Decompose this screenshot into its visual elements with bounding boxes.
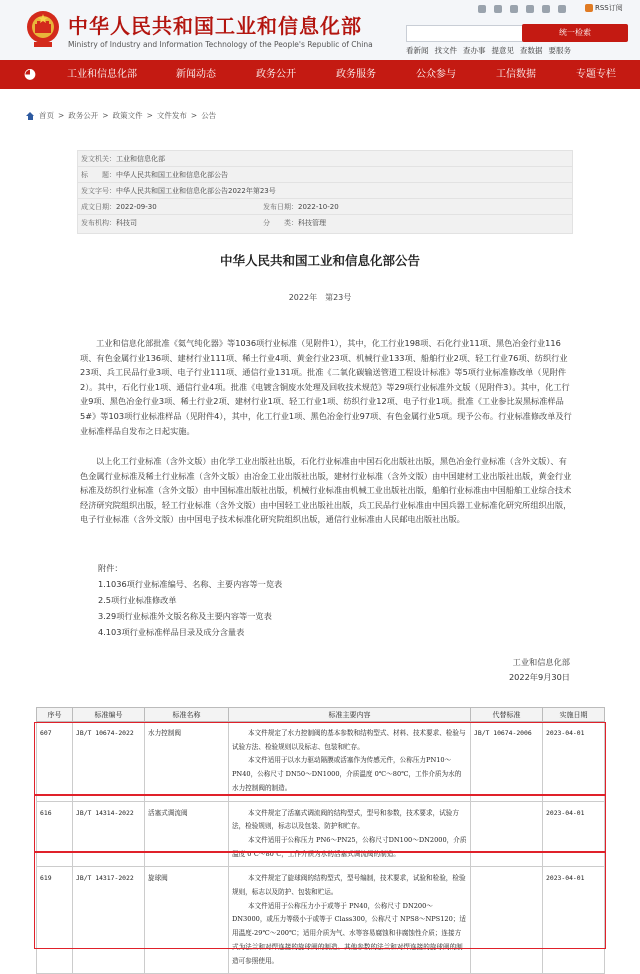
quick-link-request[interactable]: 要服务	[548, 46, 571, 55]
table-row	[37, 722, 605, 802]
content-paragraph: 本文件适用于公称压力 PN6～PN25，公称尺寸DN100～DN2000，介质温度 0℃～80℃，工作介质为水的活塞式调流阀的制造。	[232, 835, 467, 858]
signature-date: 2022年9月30日	[508, 672, 570, 682]
column-header-content: 标准主要内容	[229, 708, 471, 722]
accessibility-icon[interactable]	[526, 5, 534, 13]
rss-label: RSS订阅	[595, 4, 623, 12]
issuer-label: 发文机关：	[81, 155, 116, 163]
table-header-row	[37, 708, 605, 722]
nav-item-news[interactable]: 新闻动态	[176, 69, 216, 80]
title-label: 标 题：	[81, 171, 116, 179]
rss-link[interactable]	[585, 3, 623, 13]
cell-date: 2023-04-01	[543, 801, 605, 867]
content-paragraph: 本文件规定了活塞式调流阀的结构型式，型号和参数，技术要求，试验方法，检验规则，标志以及包装、防护和贮存。	[232, 808, 459, 831]
breadcrumb-policy-files[interactable]: 政策文件	[112, 111, 143, 120]
cell-date: 2023-04-01	[543, 867, 605, 974]
column-header-date: 实施日期	[543, 708, 605, 722]
mobile-icon[interactable]	[510, 5, 518, 13]
cell-no: 607	[37, 722, 73, 802]
breadcrumb-home[interactable]: 首页	[39, 111, 54, 120]
attachments-label: 附件：	[98, 563, 123, 573]
site-header	[0, 0, 640, 60]
quick-link-news[interactable]: 看新闻	[406, 46, 429, 55]
nav-item-data[interactable]: 工信数据	[496, 69, 536, 80]
nav-item-gov-affairs[interactable]: 政务公开	[256, 69, 296, 80]
quick-link-files[interactable]: 找文件	[434, 46, 457, 55]
cell-name: 活塞式调流阀	[145, 801, 229, 867]
nav-item-topics[interactable]: 专题专栏	[576, 69, 616, 80]
standards-table	[36, 707, 605, 974]
breadcrumb-notice[interactable]: 公告	[201, 111, 217, 120]
attachment-link-4[interactable]: 4.103项行业标准样品目录及成分含量表	[98, 627, 245, 637]
article-paragraph-1: 工业和信息化部批准《氦气纯化器》等1036项行业标准（见附件1），其中，化工行业198项、石化行业11项、黑色冶金行业116项、有色金属行业136项、建材行业111项、稀土行业4项、黄金行业23项、机械行业133项、船舶行业2项、轻工行业76项、纺织行业23项、兵工民品行业3项、电子行业111项、通信行业131项。批准《二氧化碳输送管道工程设计标准》等5项行业标准修改单（见附件2）。其中，石化行业1项、通信行业4项。批准《电镀含铜废水处理及回收技术规范》等29项行业标准外文版（见附件3）。其中，化工行业9项、黑色冶金行业3项、稀土行业2项、建材行业1项、轻工行业1项、纺织行业12项、电子行业1项。批准《工业参比炭黑标准样品 5#》等103项行业标准样品（见附件4），其中，化工行业1项、黑色冶金行业97项、有色金属行业5项。现予公布。行业标准修改单及行业标准样品自发布之日起实施。	[80, 338, 572, 436]
org-value: 科技司	[116, 219, 137, 227]
cell-content	[229, 867, 471, 974]
content-paragraph: 本文件适用于公称压力小于或等于 PN40，公称尺寸 DN200～DN3000，或压力等级小于或等于 Class300，公称尺寸 NPS8～NPS120；适用温度-29℃～200℃；适用介质为气、水等容易腐蚀和非腐蚀性介质；连接方式为法兰和对焊连接的旋球阀的制造。其他参数的法兰和对焊连接的旋球阀的制造可参照使用。	[232, 901, 466, 965]
pub-date-label: 发布日期：	[263, 203, 298, 211]
signature: 工业和信息化部	[512, 657, 570, 667]
user-icon[interactable]	[558, 5, 566, 13]
cell-content	[229, 801, 471, 867]
quick-links	[406, 45, 571, 56]
wechat-icon[interactable]	[494, 5, 502, 13]
pub-date-value: 2022-10-20	[298, 203, 339, 211]
document-meta	[77, 150, 573, 234]
miit-logo-icon[interactable]: ◕	[23, 66, 37, 82]
cell-name: 水力控制阀	[145, 722, 229, 802]
title-value: 中华人民共和国工业和信息化部公告	[116, 171, 228, 179]
cell-code: JB/T 14317-2022	[73, 867, 145, 974]
number-label: 发文字号：	[81, 187, 116, 195]
national-emblem-icon	[26, 10, 60, 48]
attachment-link-2[interactable]: 2.5项行业标准修改单	[98, 595, 177, 605]
content-paragraph: 本文件规定了旋球阀的结构型式，型号编制，技术要求，试验和检验，检验规则，标志以及防护、包装和贮运。	[232, 874, 466, 897]
cell-no: 619	[37, 867, 73, 974]
breadcrumb-file-release[interactable]: 文件发布	[156, 111, 187, 120]
category-value: 科技管理	[298, 219, 326, 227]
search-input[interactable]	[406, 25, 526, 42]
breadcrumb: 首页 > 政务公开 > 政策文件 > 文件发布 > 公告	[26, 110, 216, 121]
cell-code: JB/T 14314-2022	[73, 801, 145, 867]
number-value: 中华人民共和国工业和信息化部公告2022年第23号	[116, 187, 276, 195]
date-value: 2022-09-30	[116, 203, 157, 211]
site-title[interactable]: 中华人民共和国工业和信息化部	[68, 14, 362, 38]
table-row	[37, 867, 605, 974]
date-label: 成文日期：	[81, 203, 116, 211]
cell-replaces: JB/T 10674-2006	[471, 722, 543, 802]
attachment-link-3[interactable]: 3.29项行业标准外文版名称及主要内容等一览表	[98, 611, 272, 621]
quick-link-feedback[interactable]: 提意见	[491, 46, 514, 55]
attachment-link-1[interactable]: 1.1036项行业标准编号、名称、主要内容等一览表	[98, 579, 283, 589]
cell-replaces	[471, 867, 543, 974]
cell-name: 旋球阀	[145, 867, 229, 974]
org-label: 发布机构：	[81, 219, 116, 227]
cell-content	[229, 722, 471, 802]
nav-item-ministry[interactable]: 工业和信息化部	[67, 69, 137, 80]
column-header-no: 序号	[37, 708, 73, 722]
quick-link-services[interactable]: 查办事	[463, 46, 486, 55]
nav-item-gov-services[interactable]: 政务服务	[336, 69, 376, 80]
content-paragraph: 本文件适用于以水力驱动隔膜或活塞作为传感元件，公称压力PN10～PN40，公称尺寸 DN50～DN1000，介质温度 0℃～80℃，工作介质为水的水力控制阀的制造。	[232, 756, 462, 792]
rss-icon	[585, 4, 593, 12]
home-icon	[26, 112, 35, 120]
weibo-icon[interactable]	[478, 5, 486, 13]
cell-no: 616	[37, 801, 73, 867]
cell-date: 2023-04-01	[543, 722, 605, 802]
quick-link-data[interactable]: 查数据	[520, 46, 543, 55]
site-subtitle: Ministry of Industry and Information Technology of the People's Republic of China	[68, 40, 373, 49]
table-row	[37, 801, 605, 867]
column-header-name: 标准名称	[145, 708, 229, 722]
search-button[interactable]: 统一检索	[522, 24, 628, 42]
cell-code: JB/T 10674-2022	[73, 722, 145, 802]
breadcrumb-gov-affairs[interactable]: 政务公开	[68, 111, 99, 120]
column-header-code: 标准编号	[73, 708, 145, 722]
article-paragraph-2: 以上化工行业标准（含外文版）由化学工业出版社出版，石化行业标准由中国石化出版社出版，黑色冶金行业标准（含外文版）、有色金属行业标准及稀土行业标准（含外文版）由冶金工业出版社出版，建材行业标准（含外文版）由中国建材工业出版社出版，黄金行业标准及纺织行业标准（含外文版）由中国标准出版社出版，机械行业标准由机械工业出版社出版，船舶行业标准由中国船舶工业综合技术经济研究院组织出版，轻工行业标准（含外文版）由中国轻工业出版社出版，兵工民品行业标准由中国兵器工业标准化研究所组织出版，电子行业标准（含外文版）由中国电子技术标准化研究院组织出版，通信行业标准由人民邮电出版社出版。	[80, 456, 572, 525]
article-title: 中华人民共和国工业和信息化部公告	[219, 253, 420, 268]
language-icon[interactable]	[542, 5, 550, 13]
category-label: 分 类：	[263, 219, 298, 227]
header-tools	[478, 4, 566, 14]
column-header-replaces: 代替标准	[471, 708, 543, 722]
main-nav	[0, 60, 640, 89]
cell-replaces	[471, 801, 543, 867]
article-number: 2022年 第23号	[288, 293, 352, 302]
content-paragraph: 本文件规定了水力控制阀的基本参数和结构型式、材料、技术要求、检验与试验方法、检验规则以及标志、包装和贮存。	[232, 729, 466, 751]
issuer-value: 工业和信息化部	[116, 155, 165, 163]
nav-item-participation[interactable]: 公众参与	[416, 69, 456, 80]
